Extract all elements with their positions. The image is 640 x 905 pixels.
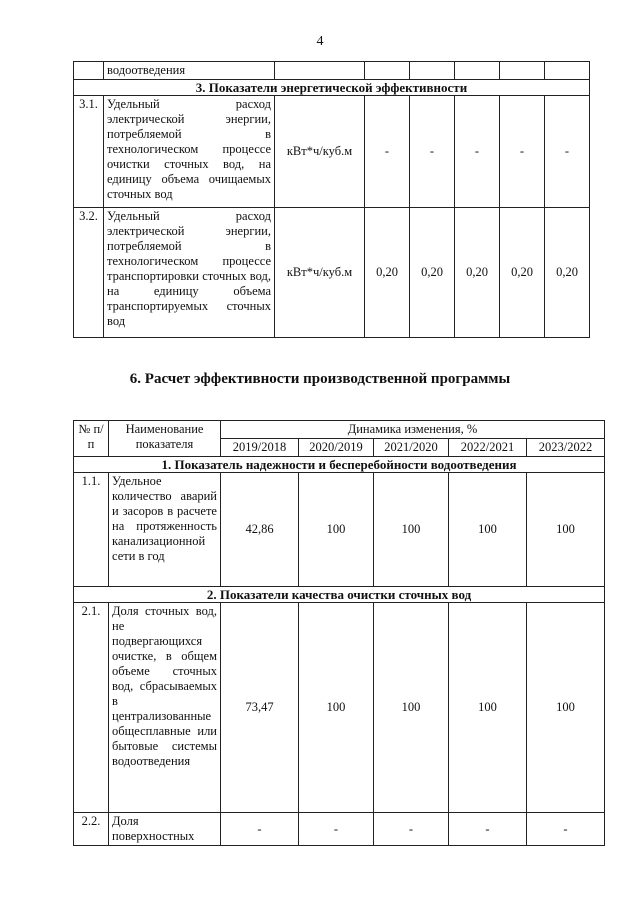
- row-number: 2.2.: [74, 813, 109, 846]
- row-value: 0,20: [545, 208, 590, 338]
- row-unit: кВт*ч/куб.м: [275, 208, 365, 338]
- row-value: 100: [299, 473, 374, 587]
- table-row: [74, 603, 605, 813]
- row-value: -: [449, 813, 527, 846]
- row-value: -: [221, 813, 299, 846]
- row-value: 100: [299, 603, 374, 813]
- row-name: водоотведения: [104, 62, 275, 80]
- row-value: -: [500, 96, 545, 208]
- column-header-period: 2022/2021: [449, 439, 527, 457]
- column-header-period: 2021/2020: [374, 439, 449, 457]
- row-value: 100: [374, 603, 449, 813]
- row-value: 100: [449, 603, 527, 813]
- row-value: -: [455, 96, 500, 208]
- row-value: 0,20: [410, 208, 455, 338]
- row-name: Доля сточных вод, не подвергающихся очистке, в общем объеме сточных вод, сбрасываемых в централизованные общесплавные или бытовые системы водоотведения: [109, 603, 221, 813]
- row-value: 100: [449, 473, 527, 587]
- row-value: 100: [527, 603, 605, 813]
- row-value: 0,20: [455, 208, 500, 338]
- table-row: [74, 208, 590, 338]
- row-name: Удельное количество аварий и засоров в расчете на протяженность канализационной сети в год: [109, 473, 221, 587]
- row-value: -: [410, 96, 455, 208]
- row-name: Доля поверхностных: [109, 813, 221, 846]
- table-row: [74, 813, 605, 846]
- row-value: 100: [374, 473, 449, 587]
- table-cell: [275, 62, 365, 80]
- row-value: 42,86: [221, 473, 299, 587]
- column-header-number: № п/п: [74, 421, 109, 457]
- table-row: [74, 62, 590, 80]
- row-name: Удельный расход электрической энергии, потребляемой в технологическом процессе транспортировки сточных вод, на единицу объема транспортируемых сточных вод: [104, 208, 275, 338]
- row-value: -: [527, 813, 605, 846]
- page-number: 4: [316, 34, 324, 49]
- column-header-period: 2020/2019: [299, 439, 374, 457]
- table-cell: [545, 62, 590, 80]
- section-heading: 6. Расчет эффективности производственной программы: [129, 371, 511, 387]
- column-header-name: Наименование показателя: [109, 421, 221, 457]
- section-header-row: [74, 80, 590, 96]
- table-header-row: [74, 421, 605, 439]
- section-header-row: [74, 587, 605, 603]
- table-cell: [74, 62, 104, 80]
- section-title: 1. Показатель надежности и бесперебойности водоотведения: [74, 457, 605, 473]
- table-row: [74, 96, 590, 208]
- row-value: -: [545, 96, 590, 208]
- row-value: 0,20: [365, 208, 410, 338]
- table-cell: [500, 62, 545, 80]
- column-header-dynamics: Динамика изменения, %: [221, 421, 605, 439]
- row-number: 3.1.: [74, 96, 104, 208]
- row-number: 1.1.: [74, 473, 109, 587]
- efficiency-table: [73, 420, 605, 846]
- row-unit: кВт*ч/куб.м: [275, 96, 365, 208]
- table-cell: [365, 62, 410, 80]
- section-title: 3. Показатели энергетической эффективности: [74, 80, 590, 96]
- row-value: 100: [527, 473, 605, 587]
- row-value: -: [365, 96, 410, 208]
- row-name: Удельный расход электрической энергии, потребляемой в технологическом процессе очистки сточных вод, на единицу объема очищаемых сточных вод: [104, 96, 275, 208]
- row-value: 73,47: [221, 603, 299, 813]
- row-value: -: [374, 813, 449, 846]
- row-value: -: [299, 813, 374, 846]
- section-header-row: [74, 457, 605, 473]
- row-number: 3.2.: [74, 208, 104, 338]
- table-cell: [455, 62, 500, 80]
- row-value: 0,20: [500, 208, 545, 338]
- table-row: [74, 473, 605, 587]
- energy-efficiency-table: [73, 61, 590, 338]
- column-header-period: 2023/2022: [527, 439, 605, 457]
- section-title: 2. Показатели качества очистки сточных вод: [74, 587, 605, 603]
- column-header-period: 2019/2018: [221, 439, 299, 457]
- table-cell: [410, 62, 455, 80]
- row-number: 2.1.: [74, 603, 109, 813]
